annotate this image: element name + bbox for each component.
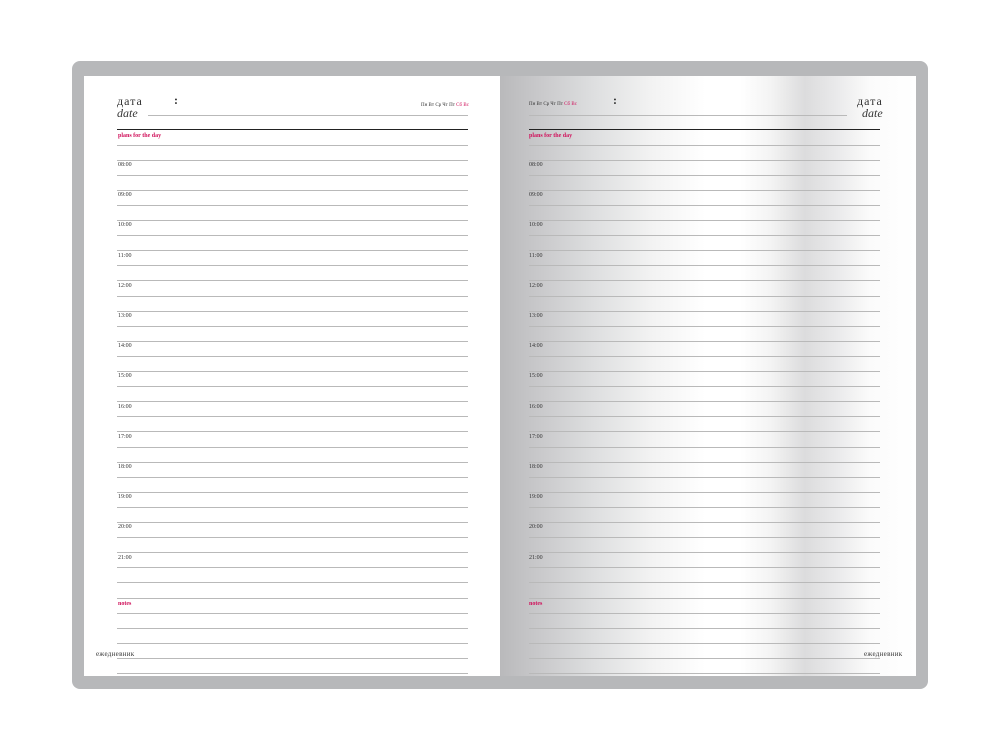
hour-label: 16:00 [529, 403, 543, 410]
writing-line[interactable] [529, 507, 880, 508]
hour-label: 15:00 [118, 373, 132, 380]
writing-line[interactable] [529, 250, 880, 251]
hour-label: 21:00 [529, 554, 543, 561]
weekday-fri[interactable]: Пт [557, 102, 563, 107]
hour-label: 10:00 [529, 222, 543, 229]
writing-line[interactable] [529, 296, 880, 297]
writing-line[interactable] [117, 567, 468, 568]
writing-line[interactable] [117, 311, 468, 312]
writing-line[interactable] [117, 658, 468, 659]
writing-line[interactable] [117, 477, 468, 478]
writing-line[interactable] [117, 326, 468, 327]
weekday-selector [421, 103, 469, 108]
hour-label: 17:00 [529, 433, 543, 440]
hour-label: 08:00 [529, 162, 543, 168]
writing-line[interactable] [117, 643, 468, 644]
header-rule [117, 129, 468, 130]
weekday-mon[interactable]: Пн [529, 102, 536, 107]
date-label-ru: дата [857, 94, 883, 108]
weekday-sun[interactable]: Вс [463, 103, 469, 108]
writing-line[interactable] [117, 582, 468, 583]
writing-line[interactable] [529, 416, 880, 417]
writing-line[interactable] [529, 386, 880, 387]
writing-line[interactable] [529, 190, 880, 191]
writing-line[interactable] [117, 598, 468, 599]
writing-line[interactable] [529, 265, 880, 266]
writing-line[interactable] [529, 175, 880, 176]
weekday-sat[interactable]: Сб [564, 102, 571, 107]
weekday-wed[interactable]: Ср [543, 102, 550, 107]
hour-label: 12:00 [529, 282, 543, 289]
writing-line[interactable] [117, 613, 468, 614]
writing-line[interactable] [117, 175, 468, 176]
writing-line[interactable] [529, 522, 880, 523]
writing-line[interactable] [117, 296, 468, 297]
hour-label: 11:00 [529, 252, 543, 259]
plans-label: plans for the day [118, 133, 162, 139]
writing-line[interactable] [529, 205, 880, 206]
writing-line[interactable] [117, 431, 468, 432]
writing-line[interactable] [529, 628, 880, 629]
hour-label: 11:00 [118, 252, 132, 259]
brand-footer: ежедневник [864, 650, 903, 658]
brand-footer: ежедневник [96, 650, 135, 658]
right-page [500, 76, 916, 676]
hour-label: 15:00 [529, 373, 543, 380]
weekday-fri[interactable]: Пт [449, 103, 455, 108]
weekday-wed[interactable]: Ср [435, 103, 442, 108]
writing-line[interactable] [529, 477, 880, 478]
writing-line[interactable] [117, 507, 468, 508]
notes-label: notes [118, 601, 132, 607]
writing-line[interactable] [529, 643, 880, 644]
weekday-selector [529, 102, 577, 107]
hour-label: 12:00 [118, 282, 132, 289]
writing-line[interactable] [529, 658, 880, 659]
weekday-tue[interactable]: Вт [428, 103, 435, 108]
hour-label: 13:00 [529, 313, 543, 319]
writing-line[interactable] [529, 447, 880, 448]
hour-label: 20:00 [529, 524, 543, 531]
writing-line[interactable] [529, 613, 880, 614]
writing-line[interactable] [529, 492, 880, 493]
writing-line[interactable] [529, 537, 880, 538]
header-rule [529, 129, 880, 130]
hour-label: 10:00 [118, 222, 132, 229]
writing-line[interactable] [529, 462, 880, 463]
date-label-en: date [117, 106, 138, 120]
hour-label: 13:00 [118, 313, 132, 319]
weekday-thu[interactable]: Чт [550, 102, 556, 107]
hour-label: 14:00 [118, 343, 132, 350]
date-underline [148, 115, 468, 116]
hour-label: 19:00 [118, 494, 132, 501]
writing-line[interactable] [529, 311, 880, 312]
hour-label: 08:00 [118, 162, 132, 168]
weekday-sun[interactable]: Вс [571, 102, 577, 107]
writing-line[interactable] [117, 220, 468, 221]
weekday-thu[interactable]: Чт [442, 103, 448, 108]
writing-line[interactable] [117, 492, 468, 493]
hour-label: 19:00 [529, 494, 543, 501]
writing-line[interactable] [117, 160, 468, 161]
date-colon: : [613, 93, 617, 107]
hour-label: 18:00 [118, 464, 132, 470]
writing-line[interactable] [529, 160, 880, 161]
weekday-sat[interactable]: Сб [456, 103, 463, 108]
writing-line[interactable] [117, 628, 468, 629]
writing-line[interactable] [529, 280, 880, 281]
writing-line[interactable] [117, 386, 468, 387]
writing-line[interactable] [117, 250, 468, 251]
writing-line[interactable] [529, 552, 880, 553]
hour-label: 16:00 [118, 403, 132, 410]
notes-label: notes [529, 601, 543, 607]
writing-line[interactable] [117, 552, 468, 553]
writing-line[interactable] [529, 598, 880, 599]
hour-label: 20:00 [118, 524, 132, 531]
left-page [84, 76, 500, 676]
hour-label: 17:00 [118, 433, 132, 440]
weekday-tue[interactable]: Вт [536, 102, 543, 107]
plans-label: plans for the day [529, 133, 573, 139]
hour-label: 09:00 [529, 192, 543, 199]
writing-line[interactable] [529, 220, 880, 221]
writing-line[interactable] [117, 145, 468, 146]
writing-line[interactable] [117, 416, 468, 417]
writing-line[interactable] [529, 326, 880, 327]
writing-line[interactable] [529, 567, 880, 568]
writing-line[interactable] [529, 235, 880, 236]
writing-line[interactable] [117, 522, 468, 523]
date-colon: : [174, 93, 178, 107]
writing-line[interactable] [529, 582, 880, 583]
writing-line[interactable] [529, 401, 880, 402]
writing-line[interactable] [117, 280, 468, 281]
writing-line[interactable] [529, 341, 880, 342]
writing-line[interactable] [529, 371, 880, 372]
writing-line[interactable] [529, 431, 880, 432]
writing-line[interactable] [117, 265, 468, 266]
date-label-en: date [862, 106, 883, 120]
date-underline [529, 115, 847, 116]
writing-line[interactable] [529, 356, 880, 357]
hour-label: 09:00 [118, 192, 132, 199]
weekday-mon[interactable]: Пн [421, 103, 428, 108]
writing-line[interactable] [117, 371, 468, 372]
date-label-ru: дата [117, 94, 143, 108]
writing-line[interactable] [117, 235, 468, 236]
writing-line[interactable] [117, 462, 468, 463]
writing-line[interactable] [117, 205, 468, 206]
writing-line[interactable] [117, 190, 468, 191]
writing-line[interactable] [529, 145, 880, 146]
writing-line[interactable] [117, 447, 468, 448]
writing-line[interactable] [117, 537, 468, 538]
writing-line[interactable] [117, 401, 468, 402]
writing-line[interactable] [117, 356, 468, 357]
writing-line[interactable] [117, 341, 468, 342]
hour-label: 18:00 [529, 464, 543, 470]
writing-line[interactable] [117, 673, 468, 674]
writing-line[interactable] [529, 673, 880, 674]
hour-label: 21:00 [118, 554, 132, 561]
hour-label: 14:00 [529, 343, 543, 350]
